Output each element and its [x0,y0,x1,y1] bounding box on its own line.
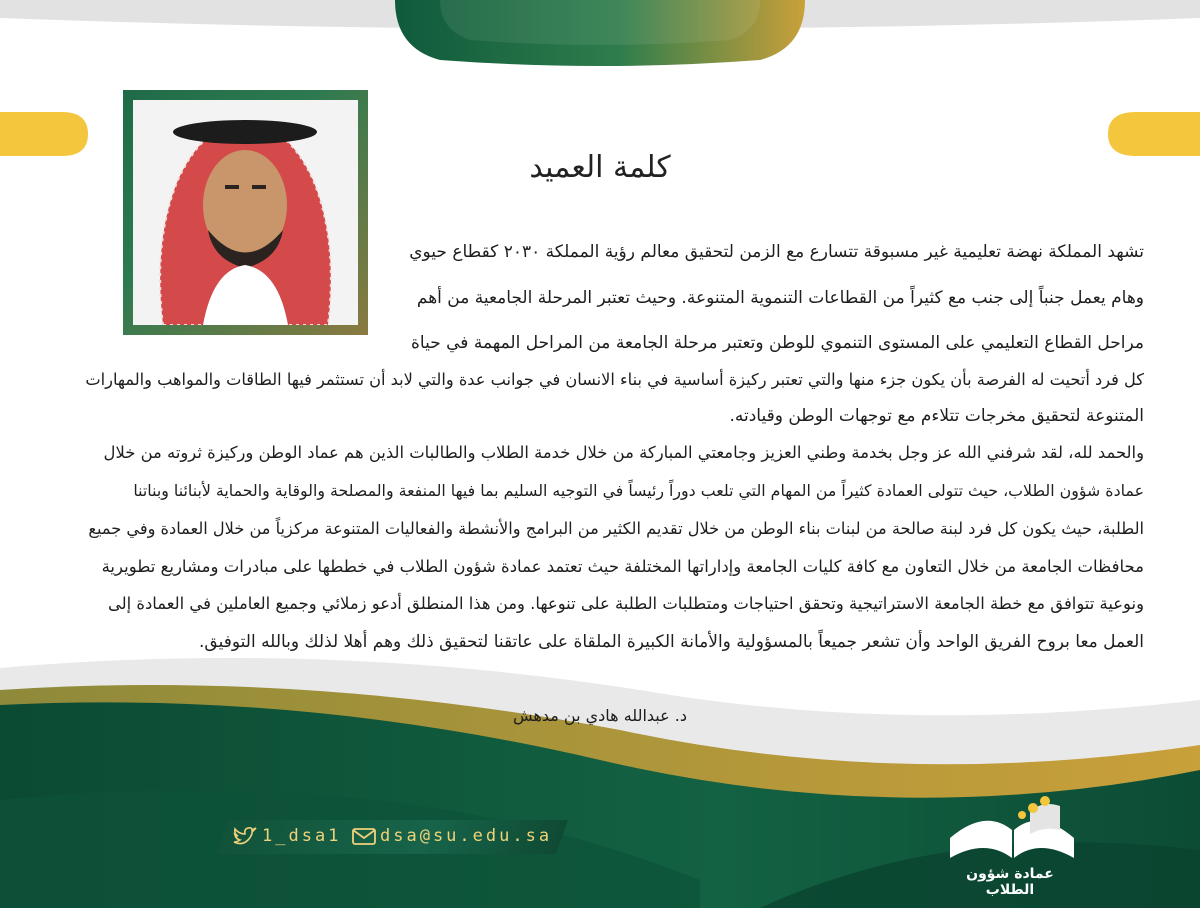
body-line: مراحل القطاع التعليمي على المستوى التنموي للوطن وتعتبر مرحلة الجامعة من المراحل المهمة في حياة [411,333,1144,353]
body-line: العمل معا بروح الفريق الواحد وأن تشعر جميعاً بالمسؤولية والأمانة الكبيرة الملقاة على عاتقنا لتحقيق ذلك وهم أهلا لذلك وبالله التوفيق. [199,632,1144,652]
twitter-icon [232,826,258,852]
logo-text: عمادة شؤون الطلاب [966,866,1054,898]
page-title: كلمة العميد [529,150,671,185]
body-line: تشهد المملكة نهضة تعليمية غير مسبوقة تتسارع مع الزمن لتحقيق معالم رؤية المملكة ٢٠٣٠ كقطاع حيوي [409,242,1144,262]
body-line: ونوعية تتوافق مع خطة الجامعة الاستراتيجية وتحقق احتياجات ومتطلبات الطلبة على تنوعها. ومن هذا المنطلق أدعو زملائي وجميع العاملين في العمادة إلى [107,594,1144,613]
body-line: كل فرد أتحيت له الفرصة بأن يكون جزء منها والتي تعتبر ركيزة أساسية في بناء الانسان في جوانب عدة والتي لابد أن تستثمر فيها الطاقات والمواهب والمهارات [85,370,1144,389]
body-line: الطلبة، حيث يكون كل فرد لبنة صالحة من لبنات بناء الوطن من خلال تقديم الكثير من البرامج والأنشطة والفعاليات المتنوعة مركزياً من خلال العمادة وفي جميع [88,519,1144,538]
body-line: عمادة شؤون الطلاب، حيث تتولى العمادة كثيراً من المهام التي تلعب دوراً رئيساً في التوجيه السليم بما فيها المنفعة والمصلحة والوقاية والحماية لأبنائنا وبناتنا [133,481,1144,500]
email-address[interactable]: dsa@su.edu.sa [380,826,553,846]
body-line: المتنوعة لتحقيق مخرجات تتلاءم مع توجهات الوطن وقيادته. [729,406,1144,426]
body-line: محافظات الجامعة من خلال التعاون مع كافة كليات الجامعة وإداراتها المختلفة حيث تعتمد عمادة شؤون الطلاب في خططها على مبادرات ومشاريع تطويرية [101,557,1144,576]
body-line: وهام يعمل جنباً إلى جنب مع كثيراً من القطاعات التنموية المتنوعة. وحيث تعتبر المرحلة الجامعية من أهم [416,288,1144,308]
twitter-handle[interactable]: 1_dsa1 [262,826,342,846]
body-line: والحمد لله، لقد شرفني الله عز وجل بخدمة وطني العزيز وجامعتي المباركة من خلال خدمة الطلاب والطالبات الذين هم عماد الوطن وركيزة ثروته من خلال [103,443,1144,462]
signature: د. عبدالله هادي بن مدهش [513,706,687,725]
email-icon [352,827,376,851]
